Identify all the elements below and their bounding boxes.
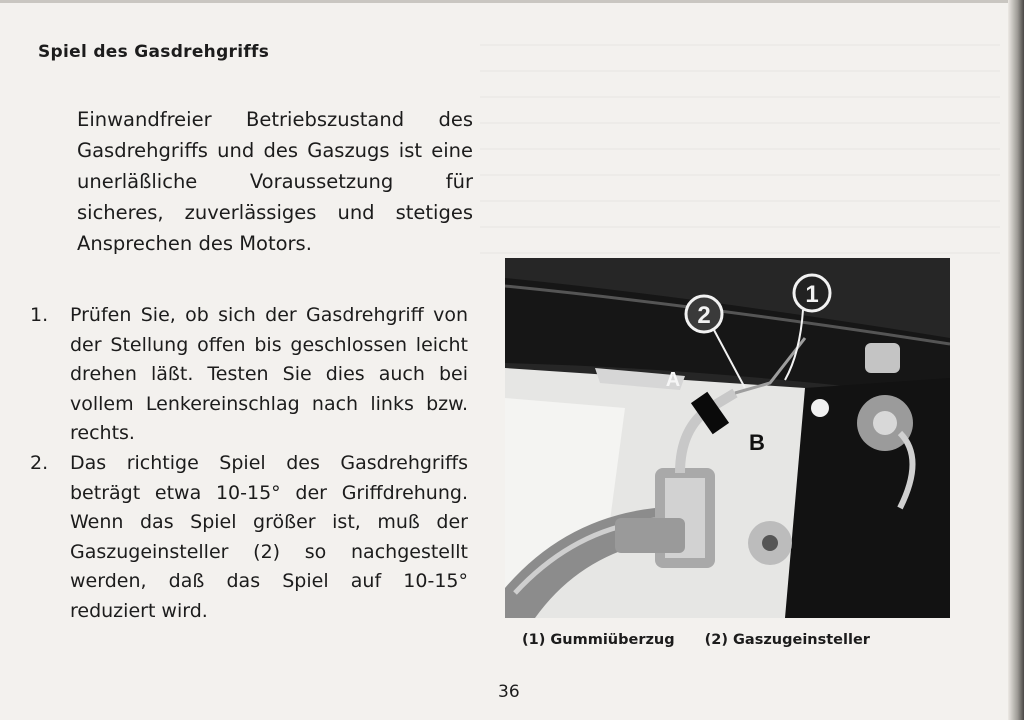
carburetor-photo [505, 258, 950, 618]
section-heading: Spiel des Gasdrehgriffs [38, 42, 270, 62]
book-spine-shadow [1008, 0, 1024, 720]
instruction-step-2 [30, 449, 468, 627]
top-edge-rule [0, 0, 1024, 3]
show-through-text [480, 20, 1000, 260]
label-b: B [749, 430, 765, 455]
instruction-step-1 [30, 301, 468, 449]
caption-item-2: (2) Gaszugeinsteller [704, 632, 870, 648]
step-number: 2. [30, 451, 49, 474]
intro-paragraph: Einwandfreier Betriebszustand des Gasdrehgriffs und des Gaszugs ist eine unerläßliche Voraussetzung für sicheres, zuverlässiges und stetiges Ansprechen des Motors. [77, 108, 473, 255]
caption-item-1: (1) Gummiüberzug [522, 632, 675, 648]
step-text: Das richtige Spiel des Gasdrehgriffs beträgt etwa 10-15° der Griffdrehung. Wenn das Spiel größer ist, muß der Gaszugeinsteller (2) so nachgestellt werden, daß das Spiel auf 10-15° reduziert wird. [70, 451, 468, 622]
page-number: 36 [498, 682, 520, 702]
step-number: 1. [30, 304, 49, 326]
label-a: A [665, 369, 681, 391]
step-text: Prüfen Sie, ob sich der Gasdrehgriff von der Stellung offen bis geschlossen leicht drehen läßt. Testen Sie dies auch bei vollem Lenkereinschlag nach links bzw. rechts. [70, 304, 468, 445]
photo-caption [522, 632, 870, 648]
instruction-list [30, 301, 468, 627]
callout-2: 2 [697, 302, 711, 329]
callout-1: 1 [805, 281, 819, 308]
